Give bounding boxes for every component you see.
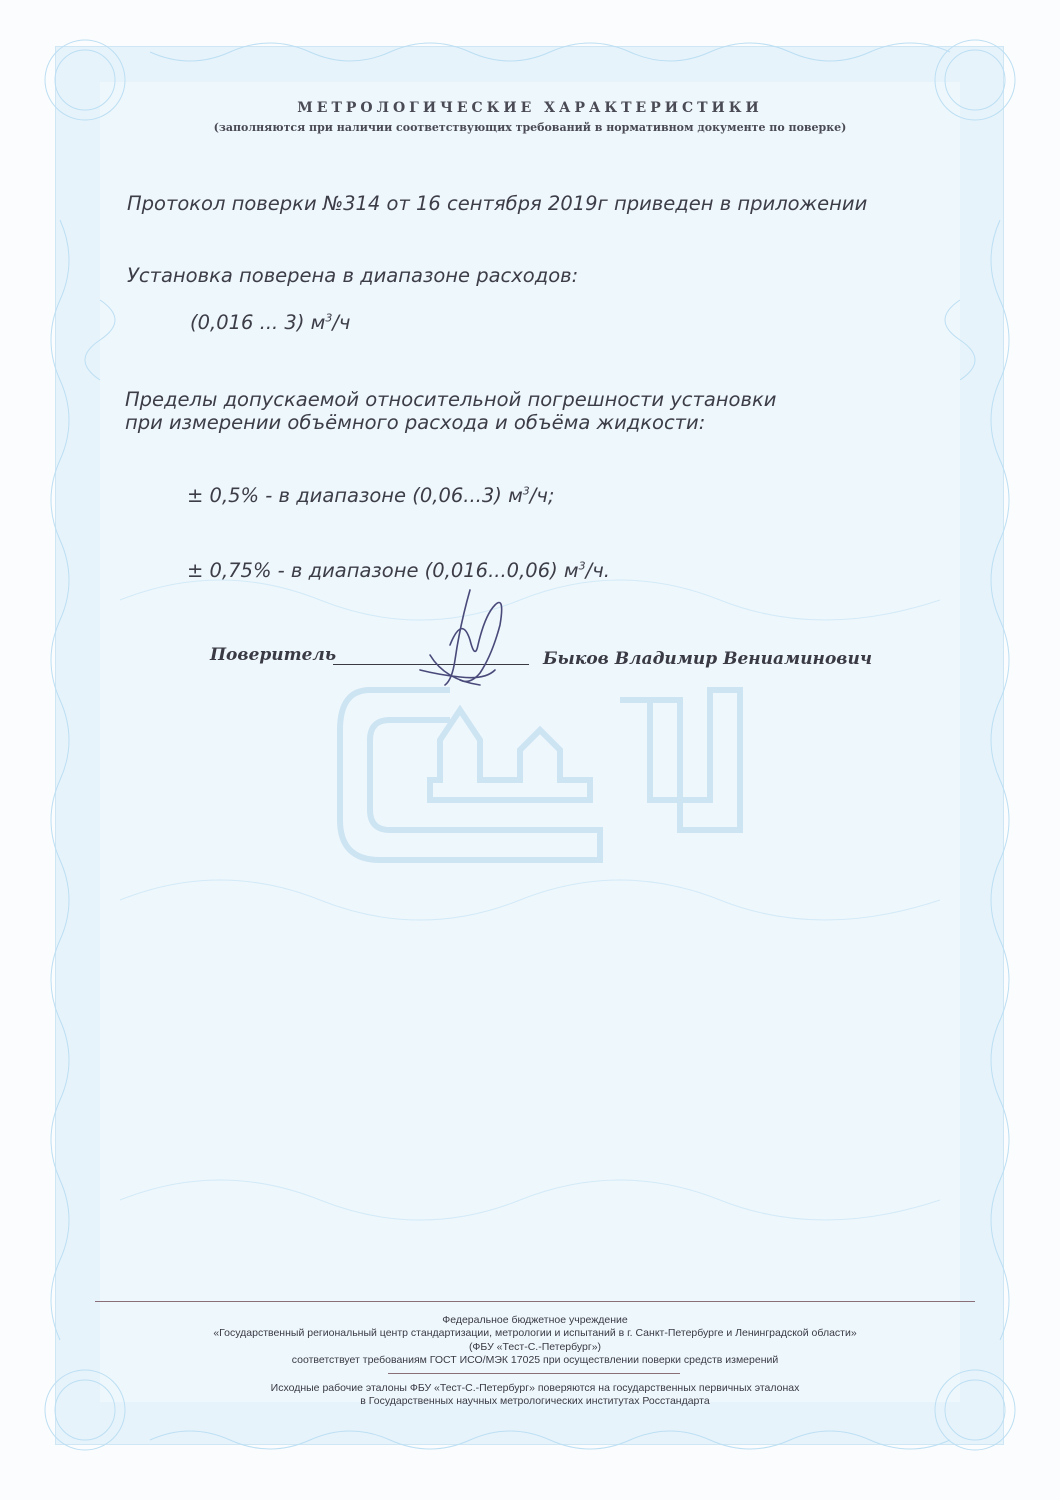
limits-line-1: Пределы допускаемой относительной погрешности установки bbox=[125, 388, 777, 411]
footer-line-3: (ФБУ «Тест-С.-Петербург») bbox=[468, 1341, 602, 1353]
footer-line-4: соответствует требованиям ГОСТ ИСО/МЭК 17025 при осуществлении поверки средств измерений bbox=[291, 1354, 779, 1366]
footer-divider bbox=[95, 1301, 975, 1302]
error-limit-1-text: ± 0,5% - в диапазоне (0,06...3) м bbox=[187, 484, 523, 507]
error-limit-1-tail: /ч; bbox=[529, 484, 555, 507]
range-value bbox=[190, 311, 350, 334]
emblem-watermark bbox=[330, 670, 750, 870]
error-limit-2-exponent: 3 bbox=[578, 559, 586, 573]
range-unit-tail: /ч bbox=[332, 311, 351, 334]
error-limit-2-text: ± 0,75% - в диапазоне (0,016...0,06) м bbox=[187, 559, 579, 582]
verifier-label: Поверитель bbox=[210, 645, 337, 665]
error-limit-1-exponent: 3 bbox=[522, 484, 530, 498]
range-value-text: (0,016 ... 3) м bbox=[190, 311, 326, 334]
section-subtitle: (заполняются при наличии соответствующих требований в нормативном документе по поверке) bbox=[213, 121, 847, 134]
footer-line-6: в Государственных научных метрологических институтах Росстандарта bbox=[360, 1395, 710, 1407]
range-unit-exponent: 3 bbox=[325, 311, 333, 325]
footer-divider-short bbox=[388, 1373, 680, 1374]
footer-line-1: Федеральное бюджетное учреждение bbox=[442, 1314, 628, 1326]
range-intro: Установка поверена в диапазоне расходов: bbox=[127, 264, 579, 287]
handwritten-signature bbox=[400, 585, 530, 695]
footer-line-2: «Государственный региональный центр стандартизации, метрологии и испытаний в г. Санкт-Петербурге и Ленинградской области» bbox=[213, 1327, 857, 1339]
error-limit-2-tail: /ч. bbox=[585, 559, 610, 582]
error-limit-1 bbox=[187, 484, 554, 507]
section-title: МЕТРОЛОГИЧЕСКИЕ ХАРАКТЕРИСТИКИ bbox=[297, 100, 763, 116]
verifier-name: Быков Владимир Вениаминович bbox=[543, 649, 872, 669]
error-limit-2 bbox=[187, 559, 610, 582]
protocol-line: Протокол поверки №314 от 16 сентября 2019г приведен в приложении bbox=[127, 192, 868, 215]
limits-line-2: при измерении объёмного расхода и объёма жидкости: bbox=[125, 411, 706, 434]
footer-line-5: Исходные рабочие эталоны ФБУ «Тест-С.-Петербург» поверяются на государственных первичных эталонах bbox=[270, 1382, 800, 1394]
